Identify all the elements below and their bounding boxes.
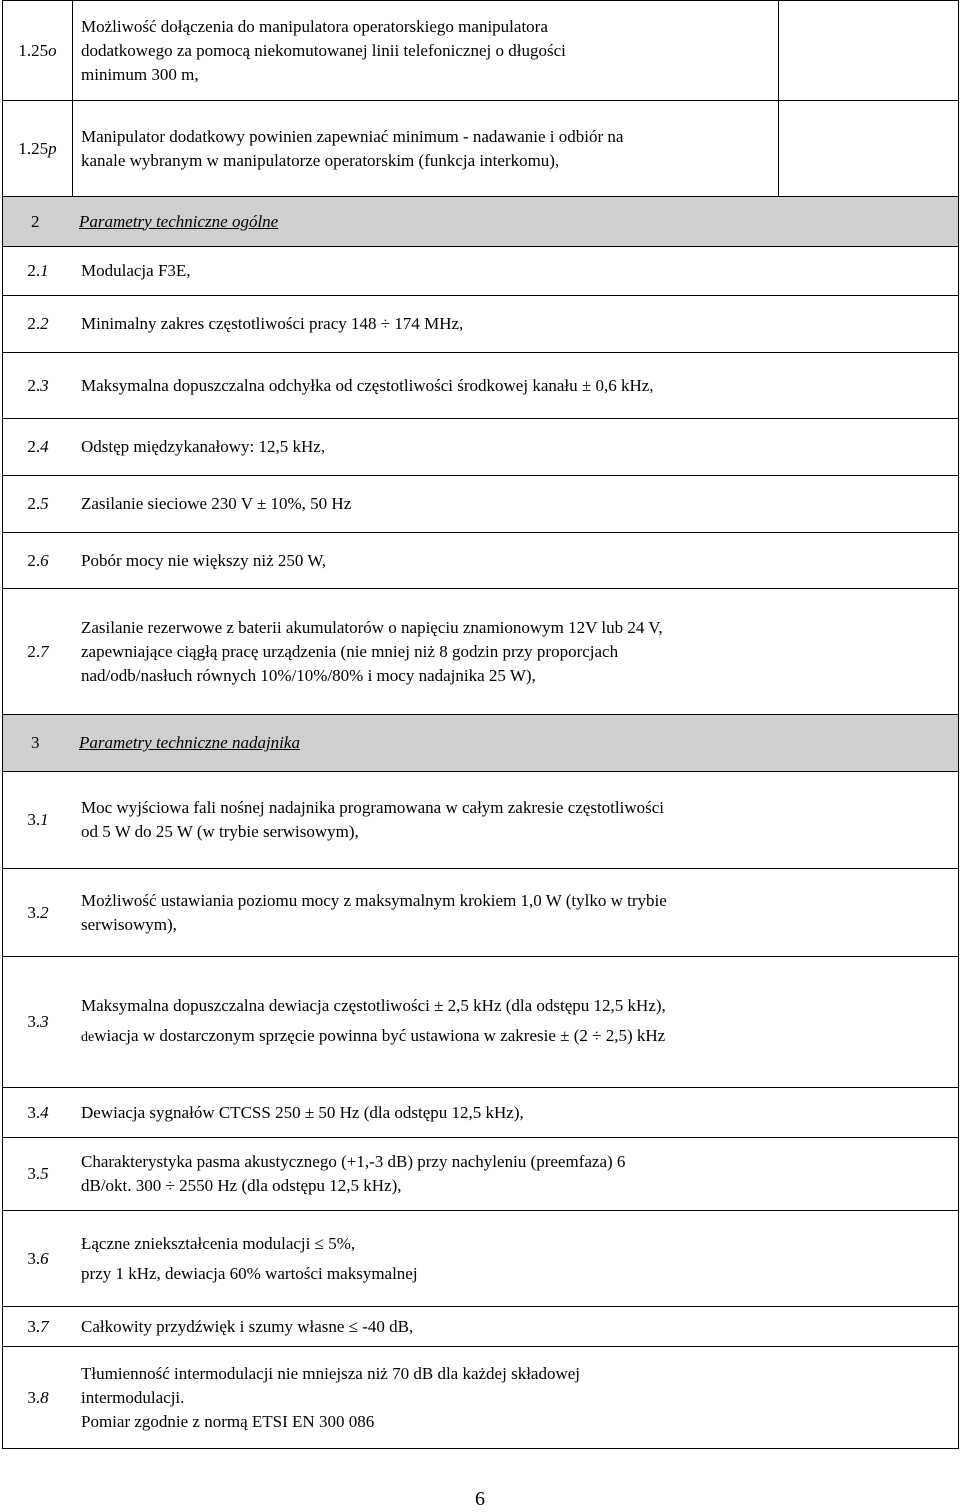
row-description: Maksymalna dopuszczalna dewiacja częstotliwości ± 2,5 kHz (dla odstępu 12,5 kHz), dewiacja w dostarczonym sprzęcie powinna być ustawiona w zakresie ± (2 ÷ 2,5) kHz (81, 996, 666, 1045)
row-description: Odstęp międzykanałowy: 12,5 kHz, (81, 437, 326, 456)
table-row (3, 533, 959, 589)
table-row (3, 1211, 959, 1307)
row-number: 2.1 (27, 261, 49, 280)
row-number: 1.25p (3, 101, 73, 197)
table-row (3, 869, 959, 957)
section-title: Parametry techniczne nadajnika (79, 733, 300, 752)
table-row (3, 296, 959, 353)
table-row (3, 772, 959, 869)
row-number: 3.7 (27, 1316, 49, 1336)
row-description: Zasilanie sieciowe 230 V ± 10%, 50 Hz (81, 494, 352, 513)
table-row (3, 589, 959, 715)
row-number: 3.2 (27, 902, 49, 922)
empty-cell (779, 1, 959, 101)
table-row (3, 419, 959, 476)
row-number: 3.3 (27, 1012, 49, 1031)
row-description: Charakterystyka pasma akustycznego (+1,-3 dB) przy nachyleniu (preemfaza) 6 dB/okt. 300 ÷ 2550 Hz (dla odstępu 12,5 kHz), (81, 1152, 626, 1195)
row-number: 2.4 (27, 437, 49, 456)
row-description: Pobór mocy nie większy niż 250 W, (81, 550, 327, 570)
section-number: 2 (31, 211, 40, 231)
row-number: 2.5 (27, 494, 49, 513)
page-number: 6 (475, 1488, 485, 1510)
row-description: Moc wyjściowa fali nośnej nadajnika programowana w całym zakresie częstotliwości od 5 W do 25 W (w trybie serwisowym), (81, 798, 664, 841)
row-number: 2.3 (27, 375, 49, 395)
section-title: Parametry techniczne ogólne (79, 211, 279, 231)
row-description: Możliwość dołączenia do manipulatora operatorskiego manipulatora dodatkowego za pomocą niekomutowanej linii telefonicznej o długości minimum 300 m, (73, 1, 779, 101)
row-description: Maksymalna dopuszczalna odchyłka od częstotliwości środkowej kanału ± 0,6 kHz, (81, 375, 654, 395)
row-number: 3.5 (27, 1164, 49, 1183)
row-description: Tłumienność intermodulacji nie mniejsza niż 70 dB dla każdej składowej intermodulacji. Pomiar zgodnie z normą ETSI EN 300 086 (81, 1363, 581, 1431)
table-row (3, 476, 959, 533)
row-number: 2.6 (27, 550, 49, 570)
row-number: 2.2 (27, 314, 49, 333)
empty-cell (779, 101, 959, 197)
row-description: Modulacja F3E, (81, 261, 191, 280)
row-description: Manipulator dodatkowy powinien zapewniać minimum - nadawanie i odbiór na kanale wybranym w manipulatorze operatorskim (funkcja interkomu), (73, 101, 779, 197)
table-row (3, 1, 959, 101)
row-description: Łączne zniekształcenia modulacji ≤ 5%, przy 1 kHz, dewiacja 60% wartości maksymalnej (81, 1233, 418, 1283)
specification-table (2, 0, 959, 1449)
row-number: 2.7 (27, 641, 49, 661)
table-row (3, 1307, 959, 1347)
table-row (3, 1347, 959, 1449)
table-row (3, 247, 959, 296)
row-number: 3.6 (27, 1248, 49, 1268)
row-description: Dewiacja sygnałów CTCSS 250 ± 50 Hz (dla odstępu 12,5 kHz), (81, 1102, 524, 1122)
row-description: Zasilanie rezerwowe z baterii akumulatorów o napięciu znamionowym 12V lub 24 V, zapewniające ciągłą pracę urządzenia (nie mniej niż 8 godzin przy proporcjach nad/odb/nasłuch równych 10%/10%/80% i mocy nadajnika 25 W), (81, 617, 663, 685)
row-description: Minimalny zakres częstotliwości pracy 148 ÷ 174 MHz, (81, 314, 464, 333)
row-description: Całkowity przydźwięk i szumy własne ≤ -40 dB, (81, 1316, 414, 1336)
section-header-row (3, 715, 959, 772)
row-number: 3.1 (27, 810, 49, 829)
section-header (3, 197, 959, 247)
section-header-row (3, 197, 959, 247)
table-row (3, 353, 959, 419)
table-row (3, 957, 959, 1088)
row-number: 1.25o (3, 1, 73, 101)
row-description: Możliwość ustawiania poziomu mocy z maksymalnym krokiem 1,0 W (tylko w trybie serwisowym), (81, 890, 667, 934)
table-row (3, 1138, 959, 1211)
table-row (3, 1088, 959, 1138)
section-number: 3 (31, 733, 40, 752)
table-row (3, 101, 959, 197)
row-number: 3.4 (27, 1102, 49, 1122)
row-number: 3.8 (27, 1387, 49, 1407)
section-header (3, 715, 959, 772)
